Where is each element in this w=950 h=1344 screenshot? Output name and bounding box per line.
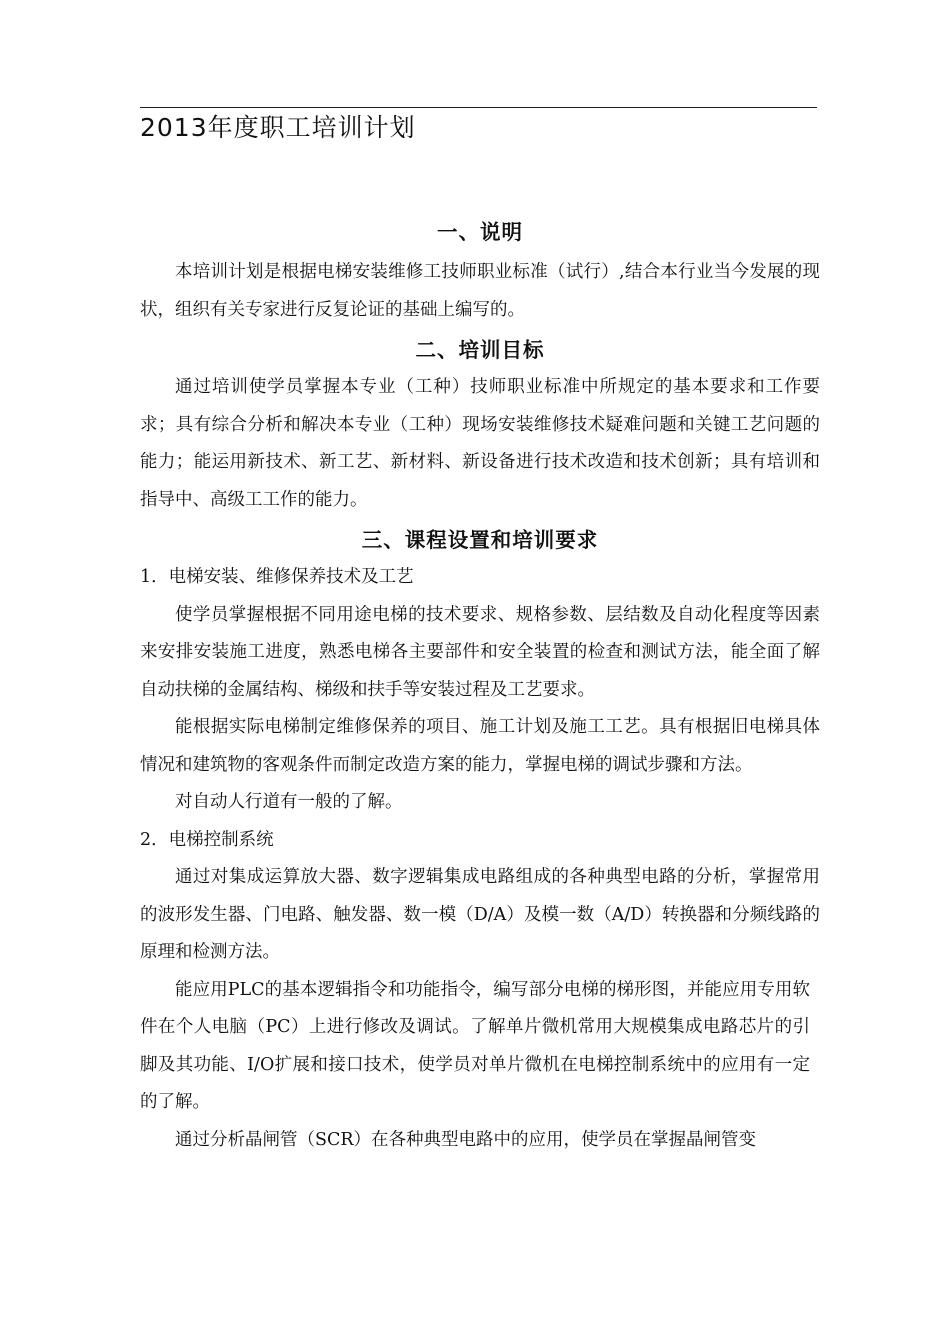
document-body	[140, 210, 820, 1159]
section-heading-training-goals: 二、培训目标	[415, 338, 545, 362]
document-title: 2013年度职工培训计划	[140, 113, 416, 142]
paragraph-control-2: 能应用PLC的基本逻辑指令和功能指令，编写部分电梯的梯形图，并能应用专用软件在个人电脑（PC）上进行修改及调试。了解单片微机常用大规模集成电路芯片的引脚及其功能、I/O扩展和接口技术，使学员对单片微机在电梯控制系统中的应用有一定的了解。	[140, 979, 810, 1112]
subsection-title-installation: 1．电梯安装、维修保养技术及工艺	[140, 567, 414, 587]
paragraph-control-1: 通过对集成运算放大器、数字逻辑集成电路组成的各种典型电路的分析，掌握常用的波形发生器、门电路、触发器、数一模（D/A）及模一数（A/D）转换器和分频线路的原理和检测方法。	[140, 867, 820, 962]
section-heading-explanation: 一、说明	[437, 220, 523, 244]
paragraph-installation-1: 使学员掌握根据不同用途电梯的技术要求、规格参数、层结数及自动化程度等因素来安排安装施工进度，熟悉电梯各主要部件和安全装置的检查和测试方法，能全面了解自动扶梯的金属结构、梯级和扶手等安装过程及工艺要求。	[140, 604, 820, 700]
header-rule	[140, 107, 817, 108]
paragraph-training-goals: 通过培训使学员掌握本专业（工种）技师职业标准中所规定的基本要求和工作要求；具有综合分析和解决本专业（工种）现场安装维修技术疑难问题和关键工艺问题的能力；能运用新技术、新工艺、新材料、新设备进行技术改造和技术创新；具有培训和指导中、高级工工作的能力。	[140, 377, 820, 510]
paragraph-installation-3: 对自动人行道有一般的了解。	[175, 792, 403, 812]
paragraph-installation-2: 能根据实际电梯制定维修保养的项目、施工计划及施工工艺。具有根据旧电梯具体情况和建筑物的客观条件而制定改造方案的能力，掌握电梯的调试步骤和方法。	[140, 717, 820, 775]
subsection-title-control-system: 2．电梯控制系统	[140, 829, 274, 850]
paragraph-explanation: 本培训计划是根据电梯安装维修工技师职业标准（试行）,结合本行业当今发展的现状，组织有关专家进行反复论证的基础上编写的。	[140, 262, 820, 320]
paragraph-control-3: 通过分析晶闸管（SCR）在各种典型电路中的应用，使学员在掌握晶闸管变	[175, 1129, 757, 1150]
section-heading-course-setup: 三、课程设置和培训要求	[361, 528, 599, 552]
